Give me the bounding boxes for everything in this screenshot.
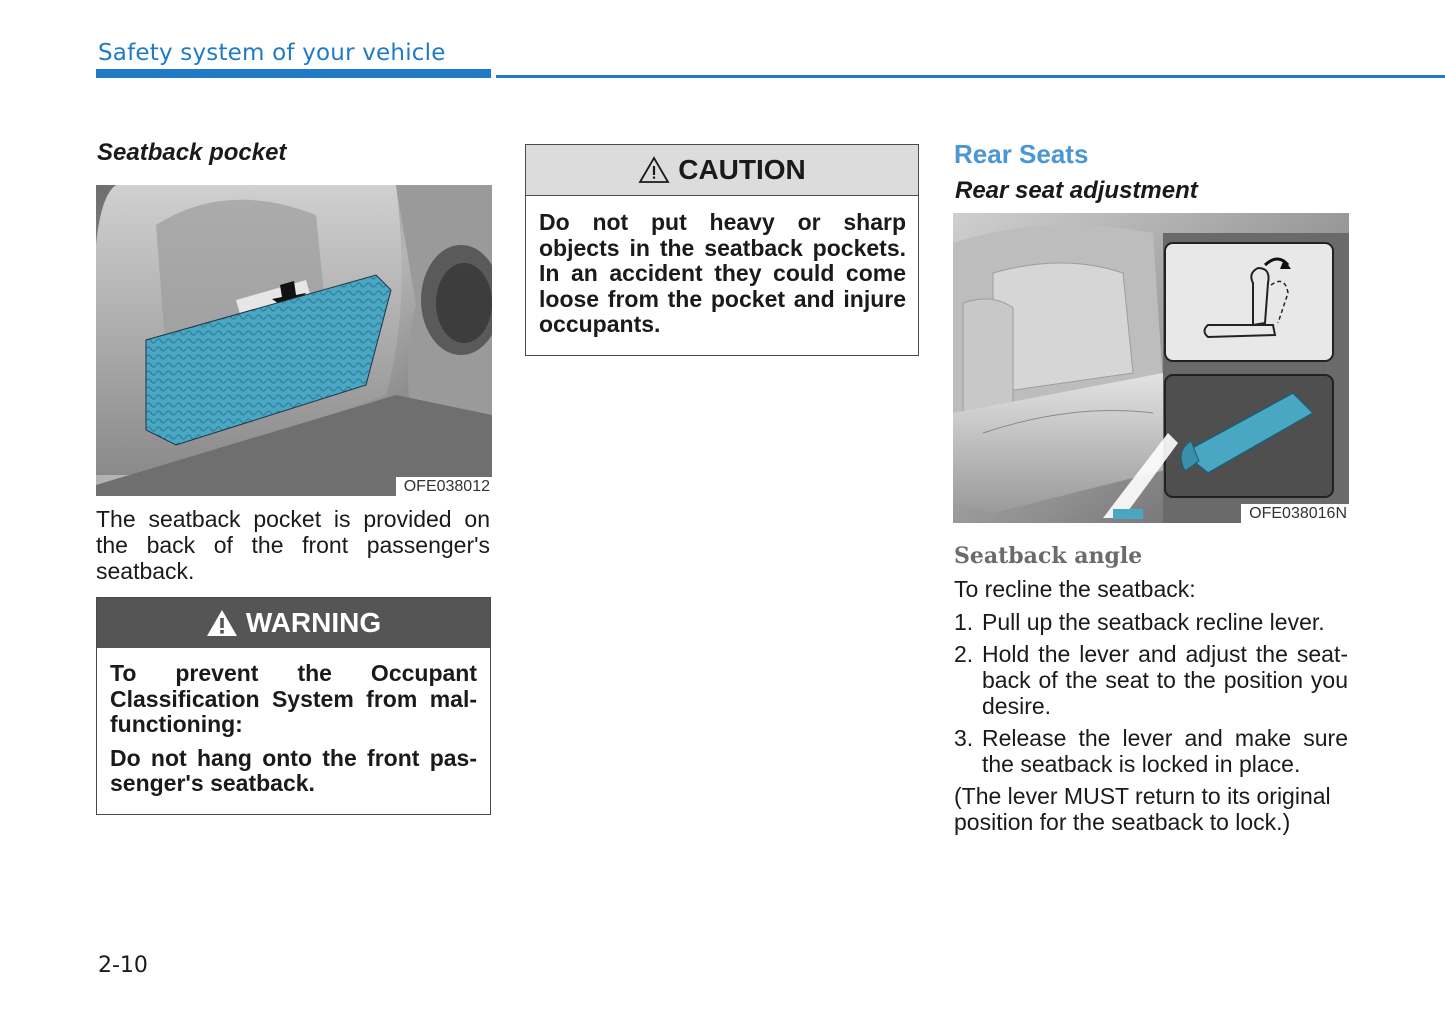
- caution-label: CAUTION: [678, 154, 806, 185]
- list-item: [954, 641, 1348, 719]
- caution-text: Do not put heavy or sharp objects in the seatback pockets. In an accident they could come loose from the pocket and injure occupants.: [539, 209, 906, 337]
- seatback-pocket-description: The seatback pocket is provided on the back of the front passenger's seatback.: [96, 506, 490, 584]
- seatback-pocket-figure: [96, 185, 492, 496]
- seatback-angle-heading: Seatback angle: [954, 543, 1143, 569]
- warning-label: WARNING: [245, 607, 382, 638]
- list-item: [954, 725, 1348, 777]
- section-title: Safety system of your vehicle: [98, 40, 446, 66]
- warning-text-1: To prevent the Occupant Classification System from mal-functioning:: [110, 660, 477, 737]
- seatback-pocket-illustration: [96, 185, 492, 496]
- recline-intro: To recline the seatback:: [954, 576, 1196, 602]
- header-rule-thin: [496, 75, 1445, 78]
- figure-code: OFE038012: [396, 477, 492, 496]
- warning-header: [97, 598, 490, 648]
- rear-seat-adjustment-heading: Rear seat adjustment: [955, 177, 1198, 204]
- caution-body: [526, 196, 918, 338]
- step-number: 3.: [954, 725, 974, 751]
- rear-seat-figure: [953, 213, 1349, 523]
- caution-header: [526, 145, 918, 196]
- warning-box: [96, 597, 491, 815]
- step-number: 1.: [954, 609, 974, 635]
- warning-text-2: Do not hang onto the front pas-senger's seatback.: [110, 744, 477, 796]
- step-text: Release the lever and make sure the seatback is locked in place.: [982, 725, 1348, 777]
- header-rule-thick: [96, 69, 491, 78]
- step-number: 2.: [954, 641, 974, 667]
- warning-body: [97, 648, 490, 797]
- caution-triangle-icon: [638, 156, 670, 184]
- rear-seats-heading: Rear Seats: [954, 139, 1089, 169]
- seatback-pocket-heading: Seatback pocket: [97, 139, 287, 166]
- page-number: 2-10: [98, 953, 148, 978]
- caution-box: [525, 144, 919, 356]
- warning-triangle-icon: [206, 609, 238, 637]
- figure-code: OFE038016N: [1241, 504, 1349, 523]
- step-text: Hold the lever and adjust the seat-back of the seat to the position you desire.: [982, 641, 1348, 719]
- rear-seat-illustration: [953, 213, 1349, 523]
- list-item: [954, 609, 1348, 635]
- step-text: Pull up the seatback recline lever.: [982, 609, 1325, 635]
- recline-steps: [954, 609, 1348, 783]
- recline-note: (The lever MUST return to its original position for the seatback to lock.): [954, 783, 1331, 835]
